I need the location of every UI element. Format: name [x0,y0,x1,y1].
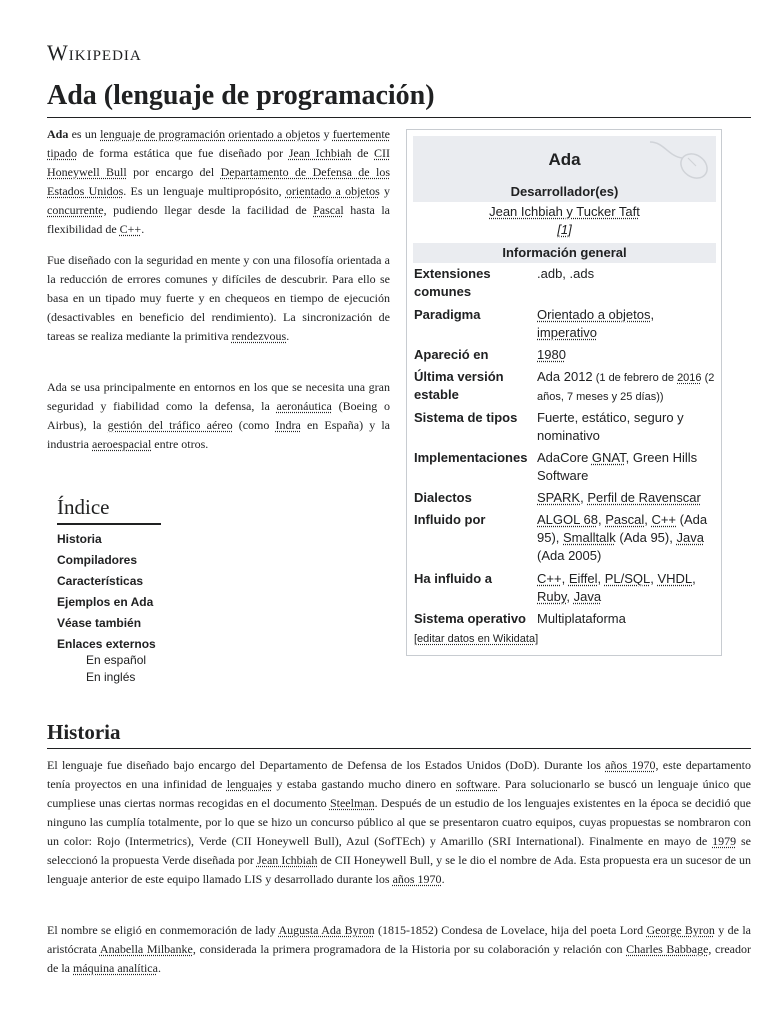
text: , considerada la primera programadora de la Historia por su colaboración y relación con [192,942,627,956]
infobox-developer-header: Desarrollador(es) [413,182,716,202]
link-pascal[interactable]: Pascal [313,203,344,217]
label-influido-por: Influido por [414,512,486,527]
text: en España) y la industria [47,418,390,451]
link-eiffel[interactable]: Eiffel [568,571,598,586]
value-aparecio [537,346,717,364]
link-java-2[interactable]: Java [573,589,602,604]
lead-paragraph-3 [47,378,390,454]
link-indra[interactable]: Indra [275,418,301,432]
link-java-ib[interactable]: Java [676,530,704,545]
text: . Es un lenguaje multipropósito, [123,184,286,198]
link-augusta-ada-byron[interactable]: Augusta Ada Byron [278,923,375,937]
link-ruby[interactable]: Ruby [537,589,567,604]
text: (Ada 2005) [537,548,602,563]
text: , [650,307,655,322]
link-cpp-ib[interactable]: C++ [651,512,677,527]
lead-paragraph-1 [47,125,390,239]
infobox-general-header: Información general [413,243,716,263]
link-reference-1[interactable]: [1] [557,222,572,237]
link-cpp[interactable]: C++ [119,222,142,236]
link-cpp-2[interactable]: C++ [537,571,562,586]
infobox-developer-ref [413,221,716,239]
text: (Ada 95), [615,530,677,545]
text: de CII Honeywell Bull, y se le dio el nombre de Ada. Esta propuesta era un sucesor de un lenguaje anterior de este equipo llamado LIS y desarrollado durante los [47,853,752,886]
toc-subitem-espanol[interactable]: En español [86,653,147,667]
text: (Boeing o Airbus), la [47,399,390,432]
link-software[interactable]: software [456,777,498,791]
article-subject: Ada [47,127,69,141]
link-maquina-analitica[interactable]: máquina analítica [73,961,158,975]
text: . Después de un estudio de los lenguajes existentes en la época se decidió que ninguno las cumplía totalmente, por lo que se hizo un concurso público al que se presentaron cuatro equipos, cuyas propuestas se nombraron con un color: Rojo (Intermetrics), Verde (CII Honeywell Bull), Azul (SofTEch) y Amarillo (SRI International). Finalmente en mayo de [47,796,751,848]
text: de forma estática que fue diseñado por [77,146,289,160]
toc-title: Índice [57,495,110,519]
text: hasta la flexibilidad de [47,203,390,236]
text: , [692,571,696,586]
mouse-icon [648,138,712,182]
toc-item-caracteristicas[interactable]: Características [57,574,144,588]
link-algol-68[interactable]: ALGOL 68 [537,512,598,527]
text: , [644,512,652,527]
text: (2 años, 7 meses y 25 días)) [537,372,715,403]
text: (1 de febrero de [592,372,678,384]
infobox-developer [413,203,716,221]
text: . [141,222,145,236]
link-jean-ichbiah[interactable]: Jean Ichbiah [288,146,352,160]
link-jean-ichbiah-2[interactable]: Jean Ichbiah [256,853,318,867]
link-departamento-de-defensa[interactable]: Departamento de Defensa de los Estados Unidos [47,165,391,198]
link-aeronautica[interactable]: aeronáutica [276,399,332,413]
link-george-byron[interactable]: George Byron [646,923,715,937]
link-developers[interactable]: Jean Ichbiah y Tucker Taft [489,204,640,219]
link-vhdl[interactable]: VHDL [657,571,693,586]
value-paradigma [537,306,717,342]
link-anos-1970-2[interactable]: años 1970 [392,872,442,886]
link-orientado-a-objetos[interactable]: orientado a objetos [228,127,321,141]
section-divider [47,748,751,749]
link-steelman[interactable]: Steelman [329,796,375,810]
wikipedia-logo[interactable]: Wikipedia [47,40,142,65]
link-aeroespacial[interactable]: aeroespacial [92,437,152,451]
link-2016[interactable]: 2016 [677,372,702,384]
link-plsql[interactable]: PL/SQL [604,571,651,586]
link-lenguaje-de-programacion[interactable]: lenguaje de programación [100,127,226,141]
link-1980[interactable]: 1980 [537,347,566,362]
value-extensiones: .adb, .ads [537,266,595,281]
link-rendezvous[interactable]: rendezvous [231,329,287,343]
page-title: Ada (lenguaje de programación) [47,80,435,111]
link-anos-1970[interactable]: años 1970 [605,758,656,772]
text: , [597,512,606,527]
label-paradigma: Paradigma [414,307,481,322]
text: (como [232,418,276,432]
label-dialectos: Dialectos [414,490,472,505]
infobox-title: Ada [548,150,581,169]
text: , Green Hills Software [537,450,698,483]
link-concurrente[interactable]: concurrente [47,203,104,217]
value-ultima-version [537,368,717,406]
label-aparecio: Apareció en [414,347,489,362]
text: , [650,571,658,586]
text: y estaba gastando mucho dinero en [272,777,457,791]
value-sistema-operativo: Multiplataforma [537,611,626,626]
text: . [286,329,290,343]
value-ha-influido [537,570,717,606]
link-ravenscar[interactable]: Perfil de Ravenscar [587,490,701,505]
toc-divider [57,523,161,525]
infobox-header [413,136,716,182]
toc-item-ejemplos[interactable]: Ejemplos en Ada [57,595,154,609]
text: Ada se usa principalmente en entornos en los que se necesita una gran seguridad y fiabilidad como la defensa, la [47,380,390,413]
toc-item-historia[interactable]: Historia [57,532,102,546]
text: (Ada 95), [537,512,708,545]
text: (1815-1852) Condesa de Lovelace, hija del poeta Lord [374,923,647,937]
historia-paragraph-1 [47,756,751,889]
link-gestion-trafico-aereo[interactable]: gestión del tráfico aéreo [107,418,233,432]
value-sistema-tipos: Fuerte, estático, seguro y nominativo [537,410,684,443]
link-spark[interactable]: SPARK [537,490,581,505]
historia-paragraph-2 [47,921,751,978]
label-ha-influido: Ha influido a [414,571,492,586]
link-orientado-objetos-ib[interactable]: Orientado a objetos [537,307,651,322]
text: y [320,127,333,141]
infobox [406,129,722,656]
text: , creador de la [47,942,751,975]
link-fuertemente-tipado[interactable]: fuertemente tipado [47,127,390,160]
value-dialectos [537,489,717,507]
text: entre otros. [151,437,209,451]
text: . [157,961,161,975]
text: Fue diseñado con la seguridad en mente y con una filosofía orientada a la reducción de errores comunes y difíciles de descubrir. Para ello se basa en un tipado muy fuerte y en chequeos en tiempo de ejecución (desactivables en beneficio del rendimiento). La sincronización de tareas se realiza mediante la primitiva [47,253,390,343]
text: se seleccionó la propuesta Verde diseñada por [47,834,752,867]
link-gnat[interactable]: GNAT [591,450,626,465]
label-sistema-operativo: Sistema operativo [414,611,526,626]
toc-item-enlaces-externos[interactable]: Enlaces externos [57,637,156,651]
label-ultima-version: Última versión estable [414,369,504,402]
link-orientado-a-objetos-2[interactable]: orientado a objetos [285,184,380,198]
text: . Para solucionarlo se buscó un lenguaje único que cumpliese unas ciertas normas recogidas en el documento [47,777,752,810]
link-anabella-milbanke[interactable]: Anabella Milbanke [99,942,193,956]
value-influido-por [537,511,717,565]
link-imperativo[interactable]: imperativo [537,325,597,340]
label-sistema-tipos: Sistema de tipos [414,410,518,425]
edit-wikidata-link[interactable]: [editar datos en Wikidata] [414,633,539,645]
section-heading-historia: Historia [47,720,121,744]
text: . [441,872,445,886]
text: y [379,184,391,198]
text: de [351,146,374,160]
text: y de la aristócrata [47,923,751,956]
text: , [597,571,605,586]
text: por encargo del [126,165,221,179]
lead-paragraph-2 [47,251,390,346]
title-divider [47,117,751,118]
text: es un [68,127,101,141]
link-lenguajes[interactable]: lenguajes [226,777,273,791]
toc-subitem-ingles[interactable]: En inglés [86,670,136,684]
link-cii-honeywell-bull[interactable]: CII Honeywell Bull [47,146,390,179]
text: , este departamento tenía proyectos en una infinidad de [47,758,752,791]
value-implementaciones [537,449,717,485]
toc-item-compiladores[interactable]: Compiladores [57,553,138,567]
toc-item-vease-tambien[interactable]: Véase también [57,616,142,630]
text: El lenguaje fue diseñado bajo encargo del Departamento de Defensa de los Estados Unidos (DoD). Durante los [47,758,606,772]
text: , pudiendo llegar desde la facilidad de [103,203,314,217]
text: Ada 2012 [537,369,593,384]
text: , [566,589,574,604]
text: , [561,571,569,586]
label-implementaciones: Implementaciones [414,450,528,465]
link-pascal-ib[interactable]: Pascal [605,512,645,527]
text: El nombre se eligió en conmemoración de lady [47,923,279,937]
text: , [580,490,588,505]
link-charles-babbage[interactable]: Charles Babbage [626,942,709,956]
link-1979[interactable]: 1979 [712,834,737,848]
text: AdaCore [537,450,592,465]
link-smalltalk[interactable]: Smalltalk [563,530,616,545]
label-extensiones: Extensiones comunes [414,266,491,299]
